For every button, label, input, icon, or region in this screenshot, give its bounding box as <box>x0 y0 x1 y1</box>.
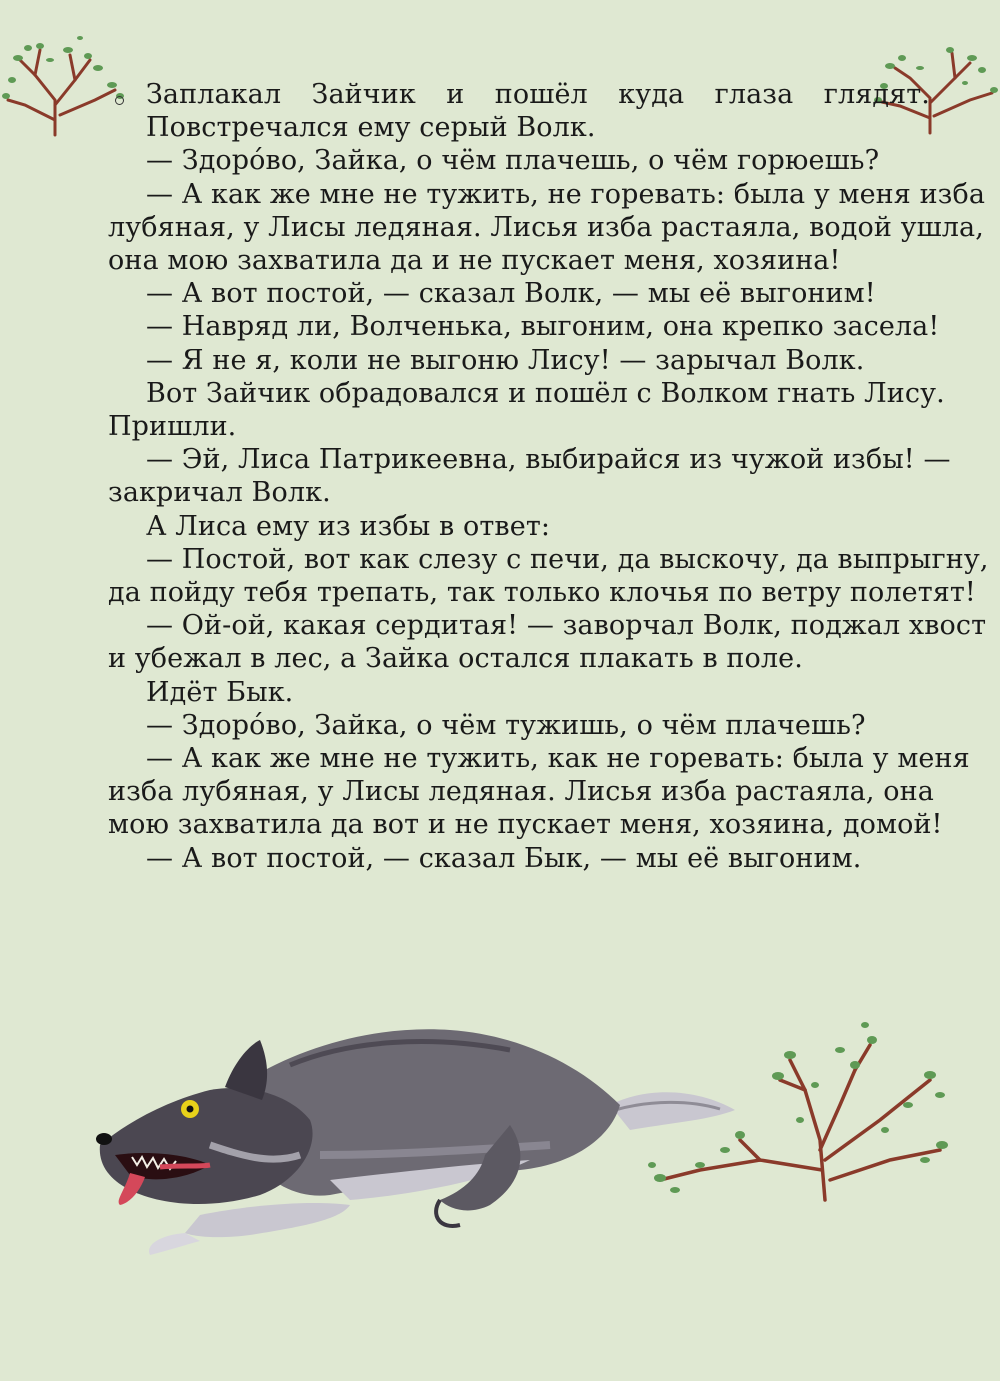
wolf-front-leg <box>185 1203 350 1237</box>
text-line: — Я не я, коли не выгоню Лису! — зарычал Волк. <box>146 344 865 376</box>
text-line: — Навряд ли, Волченька, выгоним, она крепко засела! <box>146 311 940 343</box>
text-line: — Здоро́во, Зайка, о чём тужишь, о чём плачешь? <box>146 709 866 741</box>
text-line: она мою захватила да и не пускает меня, хозяина! <box>108 245 841 277</box>
text-line: — Здоро́во, Зайка, о чём плачешь, о чём горюешь? <box>146 145 880 177</box>
text-line: Идёт Бык. <box>146 676 294 708</box>
bush-bottom-right-decoration <box>640 1010 960 1210</box>
text-line: — А вот постой, — сказал Волк, — мы её выгоним! <box>146 278 876 310</box>
text-line: и убежал в лес, а Зайка остался плакать в поле. <box>108 643 803 675</box>
text-line: Заплакал Зайчик и пошёл куда глаза глядят. <box>146 79 930 110</box>
text-line: — А вот постой, — сказал Бык, — мы её выгоним. <box>146 842 862 874</box>
text-line: мою захватила да вот и не пускает меня, хозяина, домой! <box>108 809 943 841</box>
story-text <box>108 78 989 875</box>
text-line: — А как же мне не тужить, не горевать: была у меня изба <box>146 178 986 210</box>
text-line: А Лиса ему из избы в ответ: <box>146 510 551 542</box>
text-line: — Ой-ой, какая сердитая! — заворчал Волк, поджал хвост <box>146 610 987 642</box>
text-line: закричал Волк. <box>108 477 331 509</box>
wolf-nose <box>96 1133 112 1145</box>
text-line: изба лубяная, у Лисы ледяная. Лисья изба растаяла, она <box>108 776 934 808</box>
text-line: — А как же мне не тужить, как не горевать: была у меня <box>146 743 970 775</box>
text-line: Вот Зайчик обрадовался и пошёл с Волком гнать Лису. <box>146 377 945 409</box>
text-line: Пришли. <box>108 411 237 443</box>
text-line: да пойду тебя трепать, так только клочья по ветру полетят! <box>108 577 976 609</box>
text-line: Повстречался ему серый Волк. <box>146 112 596 144</box>
text-line: — Постой, вот как слезу с печи, да выскочу, да выпрыгну, <box>146 543 989 575</box>
text-line: лубяная, у Лисы ледяная. Лисья изба растаяла, водой ушла, <box>108 211 984 243</box>
text-line: — Эй, Лиса Патрикеевна, выбирайся из чужой избы! — <box>146 444 951 476</box>
